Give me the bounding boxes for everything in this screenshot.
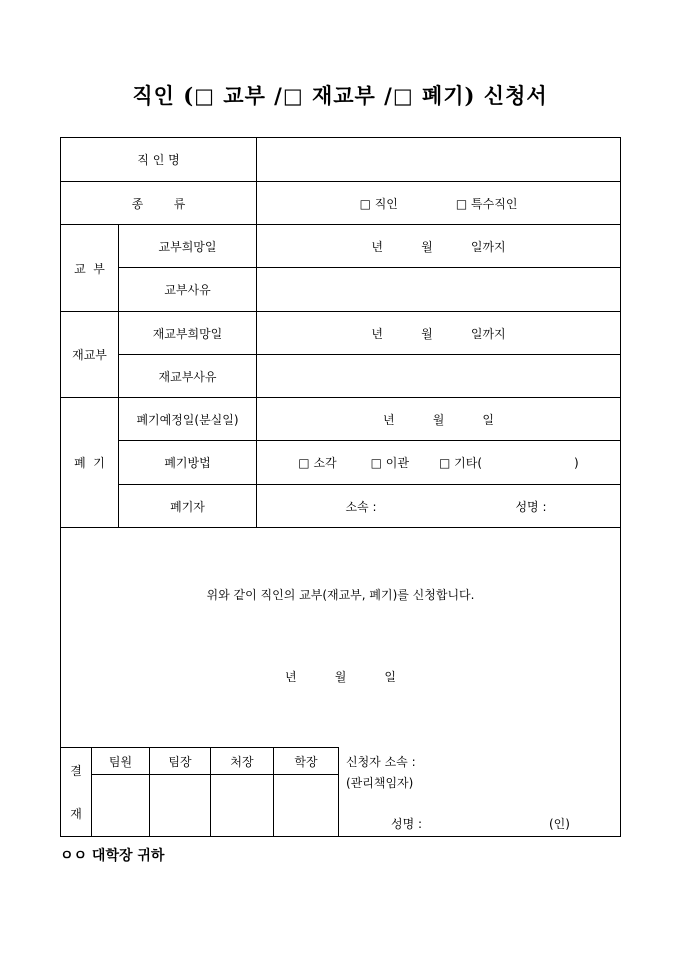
form-title: 직인 (□ 교부 /□ 재교부 /□ 폐기) 신청서 (132, 83, 548, 108)
dispose-method-transfer[interactable]: □ 이관 (370, 456, 409, 470)
disposer-label: 폐기자 (170, 499, 205, 514)
statement-text: 위와 같이 직인의 교부(재교부, 폐기)를 신청합니다. (206, 587, 475, 602)
applicant-seal-label: (인) (549, 817, 570, 831)
reissue-group-label: 재교부 (72, 348, 107, 362)
dispose-group-label: 폐 기 (74, 456, 105, 470)
type-option-special-seal[interactable]: □ 특수직인 (455, 196, 518, 211)
disposer-name-label: 성명 : (515, 499, 547, 514)
approval-label-bottom: 재 (70, 806, 82, 821)
disposer-affiliation-label: 소속 : (345, 499, 377, 514)
approval-col-director: 처장 (230, 754, 254, 769)
approval-sign-box-member[interactable] (92, 775, 149, 836)
dispose-method-burn[interactable]: □ 소각 (298, 456, 337, 470)
applicant-manager-label: (관리책임자) (346, 776, 414, 790)
approval-col-dean: 학장 (294, 754, 318, 769)
applicant-affiliation-label: 신청자 소속 : (346, 755, 416, 769)
application-form (60, 137, 621, 837)
recipient-line: ㅇㅇ 대학장 귀하 (60, 848, 165, 864)
dispose-method-close: ) (574, 455, 579, 470)
issue-date-input[interactable]: 년 월 일까지 (371, 239, 506, 254)
reissue-date-input[interactable]: 년 월 일까지 (371, 326, 506, 341)
row-divider (61, 527, 620, 528)
approval-label-top: 결 (70, 763, 82, 778)
statement-date: 년 월 일 (284, 669, 397, 684)
approval-sign-box-director[interactable] (211, 775, 273, 836)
approval-sign-box-dean[interactable] (274, 775, 338, 836)
approval-sign-box-team-leader[interactable] (150, 775, 210, 836)
issue-reason-label: 교부사유 (164, 283, 211, 297)
dispose-method-label: 폐기방법 (164, 456, 211, 470)
reissue-date-label: 재교부희망일 (152, 326, 223, 341)
issue-group-label: 교 부 (74, 261, 105, 276)
approval-col-member: 팀원 (108, 754, 133, 769)
dispose-date-input[interactable]: 년 월 일 (382, 412, 495, 427)
applicant-name-label: 성명 : (391, 817, 423, 831)
issue-date-label: 교부희망일 (158, 239, 217, 254)
reissue-reason-label: 재교부사유 (158, 369, 217, 384)
approval-divider (338, 747, 339, 836)
approval-top-line (61, 747, 91, 748)
type-label: 종 류 (131, 196, 186, 211)
dispose-date-label: 폐기예정일(분실일) (136, 412, 239, 427)
approval-col-team-leader: 팀장 (168, 754, 192, 769)
seal-name-input[interactable] (257, 138, 620, 181)
reissue-reason-input[interactable] (257, 355, 620, 397)
seal-name-label: 직 인 명 (137, 153, 180, 167)
dispose-method-other[interactable]: □ 기타( (438, 456, 483, 470)
issue-reason-input[interactable] (257, 268, 620, 311)
type-option-seal[interactable]: □ 직인 (359, 196, 398, 211)
